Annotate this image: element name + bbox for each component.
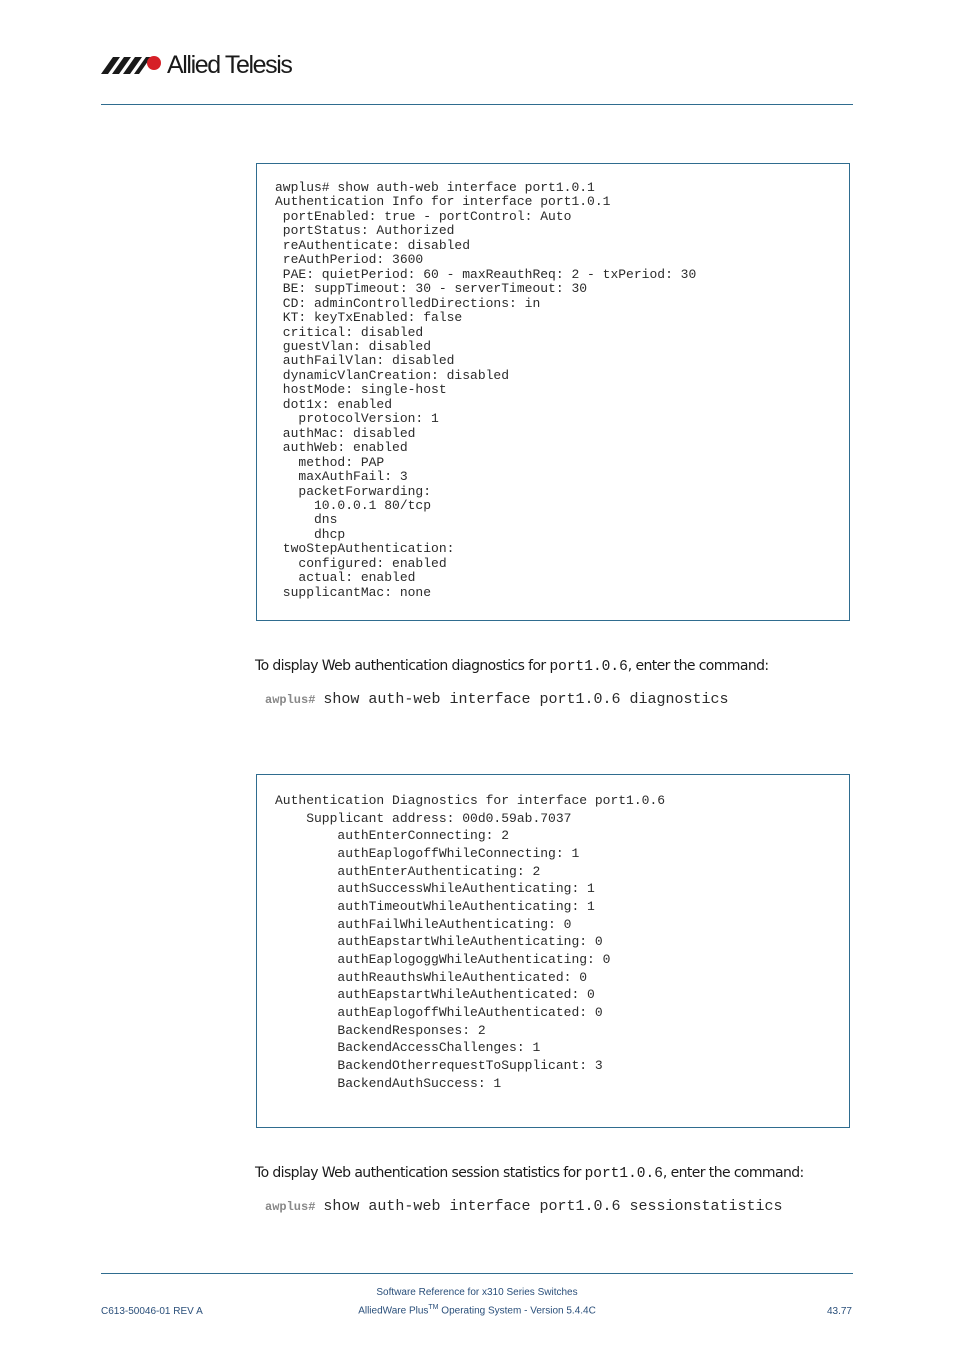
paragraph-session-statistics — [255, 1165, 804, 1182]
paragraph-text: , enter the command: — [627, 658, 769, 674]
footer-title-line2 — [0, 1304, 954, 1316]
paragraph-text: , enter the command: — [662, 1165, 804, 1181]
inline-code-port: port1.0.6 — [549, 659, 628, 675]
footer-rule — [101, 1273, 853, 1274]
command-prompt: awplus# — [265, 693, 316, 707]
logo-text: Allied Telesis — [167, 50, 292, 79]
output-block-diagnostics — [256, 774, 850, 1128]
paragraph-text: To display Web authentication diagnostics for — [255, 658, 550, 674]
footer-product: AlliedWare Plus — [358, 1305, 429, 1317]
footer-doc-id: C613-50046-01 REV A — [101, 1306, 203, 1317]
command-text: show auth-web interface port1.0.6 sessionstatistics — [323, 1198, 783, 1215]
output-block-interface-info — [256, 163, 850, 621]
paragraph-diagnostics — [255, 658, 769, 675]
footer-page-number: 43.77 — [826, 1306, 852, 1317]
allied-telesis-logo — [101, 50, 291, 80]
footer-title-line1: Software Reference for x310 Series Switches — [376, 1287, 578, 1298]
inline-code-port: port1.0.6 — [584, 1166, 663, 1182]
command-diagnostics — [265, 690, 729, 708]
footer-version: Operating System - Version 5.4.4C — [438, 1305, 596, 1317]
output-text: Authentication Diagnostics for interface port1.0.6 Supplicant address: 00d0.59ab.7037 authEnterConnecting: 2 authEaplogoffWhileConnecting: 1 authEnterAuthenticating: 2 authSuccessWhileAuthenticating: 1 authTimeoutWhileAuthenticating: 1 authFailWhileAuthenticating: 0 authEapstartWhileAuthenticating: 0 authEaplogoggWhileAuthenticating: 0 authReauthsWhileAuthenticated: 0 authEapstartWhileAuthenticated: 0 authEaplogoffWhileAuthenticated: 0 BackendResponses: 2 BackendAccessChallenges: 1 BackendOtherrequestToSupplicant: 3 BackendAuthSuccess: 1 — [275, 793, 666, 1091]
paragraph-text: To display Web authentication session statistics for — [255, 1165, 585, 1181]
command-text: show auth-web interface port1.0.6 diagnostics — [323, 691, 729, 708]
output-text: awplus# show auth-web interface port1.0.1 Authentication Info for interface port1.0.1 portEnabled: true - portControl: Auto portStatus: Authorized reAuthenticate: disabled reAuthPeriod: 3600 PAE: quietPeriod: 60 - maxReauthReq: 2 - txPeriod: 30 BE: suppTimeout: 30 - serverTimeout: 30 CD: adminControlledDirections: in KT: keyTxEnabled: false critical: disabled guestVlan: disabled authFailVlan: disabled dynamicVlanCreation: disabled hostMode: single-host dot1x: enabled protocolVersion: 1 authMac: disabled authWeb: enabled method: PAP maxAuthFail: 3 packetForwarding: 10.0.0.1 80/tcp dns dhcp twoStepAuthentication: configured: enabled actual: enabled supplicantMac: none — [275, 180, 697, 600]
trademark-mark: TM — [428, 1304, 439, 1311]
logo-mark-icon — [101, 54, 163, 76]
header-rule — [101, 104, 853, 105]
command-session-statistics — [265, 1197, 783, 1215]
command-prompt: awplus# — [265, 1200, 316, 1214]
